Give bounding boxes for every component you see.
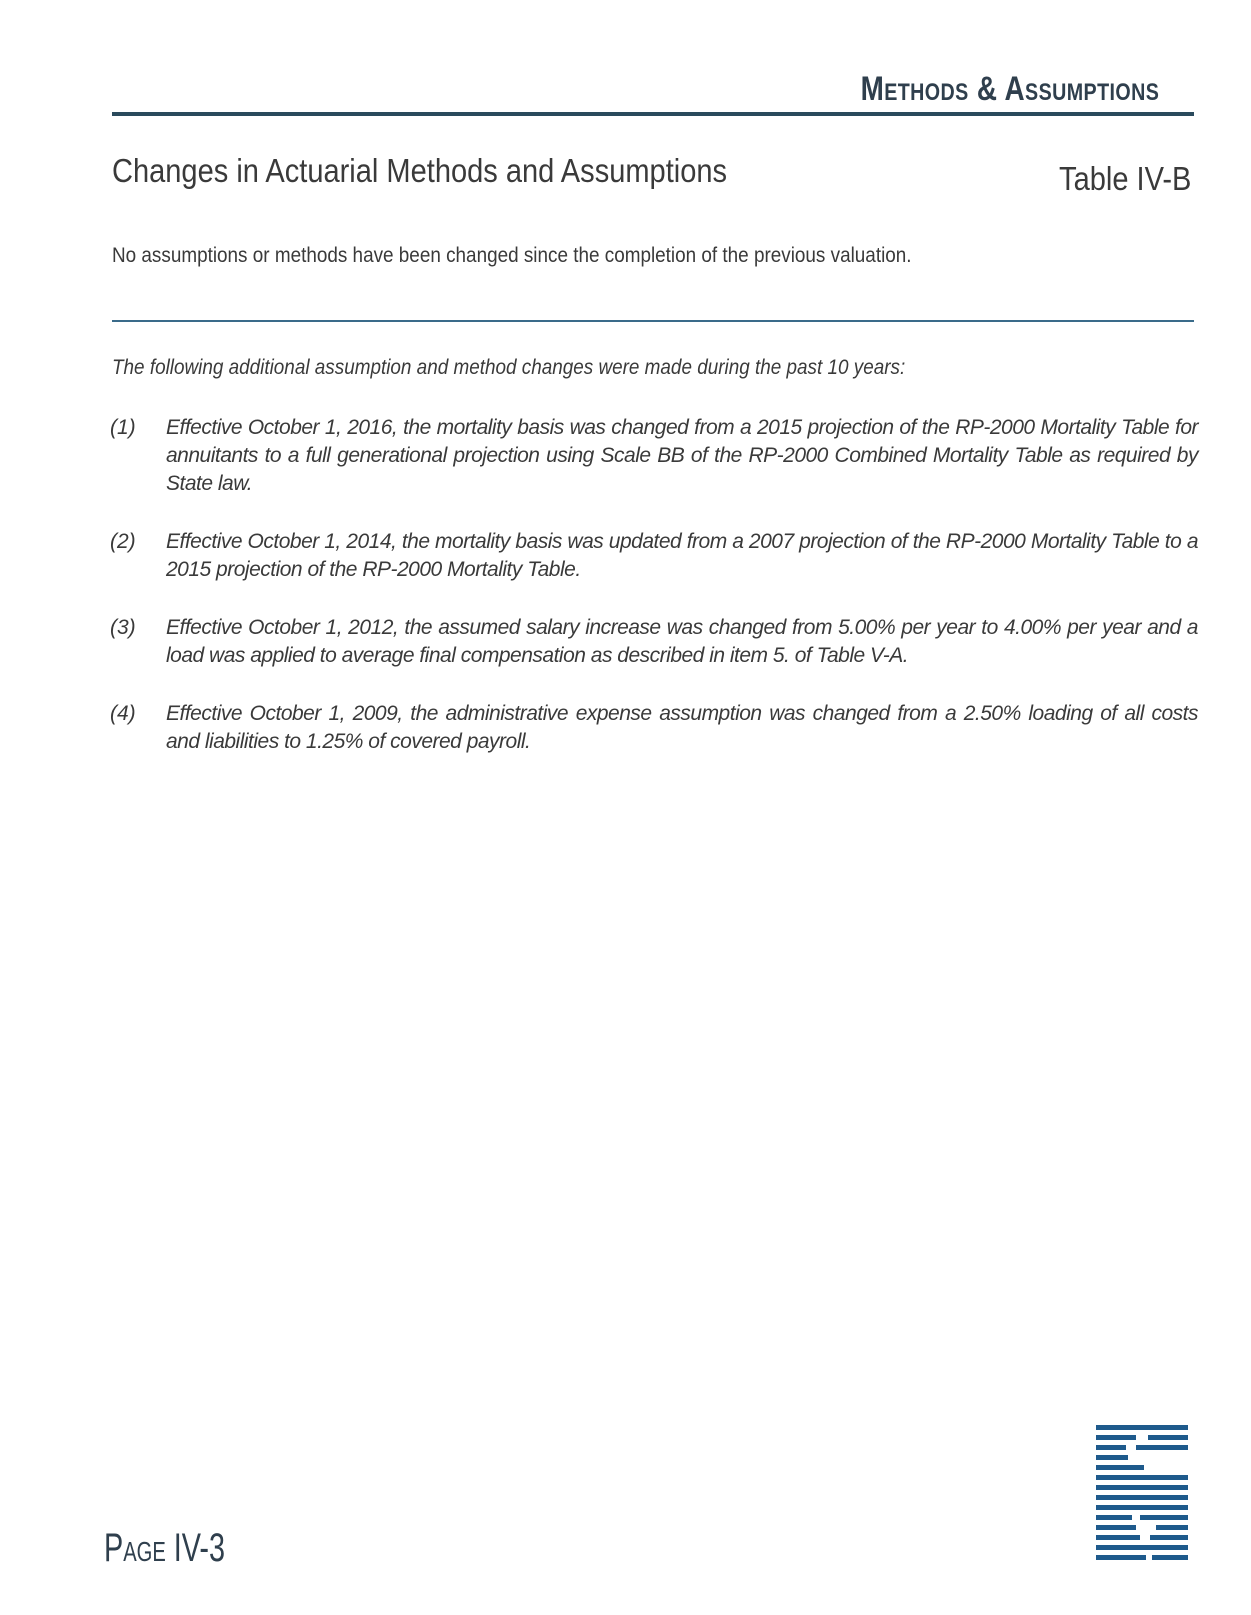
change-number: (3) <box>110 616 136 639</box>
change-number: (2) <box>110 530 136 553</box>
section-header: Methods & Assumptions <box>860 70 1159 108</box>
change-number: (4) <box>110 702 136 725</box>
page-title: Changes in Actuarial Methods and Assumptions <box>112 152 728 189</box>
section-divider <box>112 320 1194 322</box>
change-text: Effective October 1, 2014, the mortality basis was updated from a 2007 projection of the RP-2000 Mortality Table to a 2015 projection of the RP-2000 Mortality Table. <box>166 530 1198 581</box>
page-number: Page IV-3 <box>104 1526 226 1570</box>
striped-s-logo-icon <box>1096 1425 1188 1567</box>
changes-list <box>110 414 1198 786</box>
intro-text: No assumptions or methods have been changed since the completion of the previous valuation. <box>112 244 912 267</box>
table-id: Table IV-B <box>1058 160 1191 197</box>
header-rule <box>112 112 1194 116</box>
change-item-3 <box>110 614 1198 670</box>
lead-text: The following additional assumption and method changes were made during the past 10 years: <box>112 356 906 379</box>
change-text: Effective October 1, 2009, the administrative expense assumption was changed from a 2.50% loading of all costs and liabilities to 1.25% of covered payroll. <box>166 702 1198 753</box>
change-item-4 <box>110 700 1198 756</box>
change-text: Effective October 1, 2016, the mortality basis was changed from a 2015 projection of the RP-2000 Mortality Table for annuitants to a full generational projection using Scale BB of the RP-2000 Combined Mortality Table as required by State law. <box>166 416 1198 495</box>
change-number: (1) <box>110 416 136 439</box>
change-text: Effective October 1, 2012, the assumed salary increase was changed from 5.00% per year to 4.00% per year and a load was applied to average final compensation as described in item 5. of Table V-A. <box>166 616 1198 667</box>
change-item-2 <box>110 528 1198 584</box>
change-item-1 <box>110 414 1198 498</box>
